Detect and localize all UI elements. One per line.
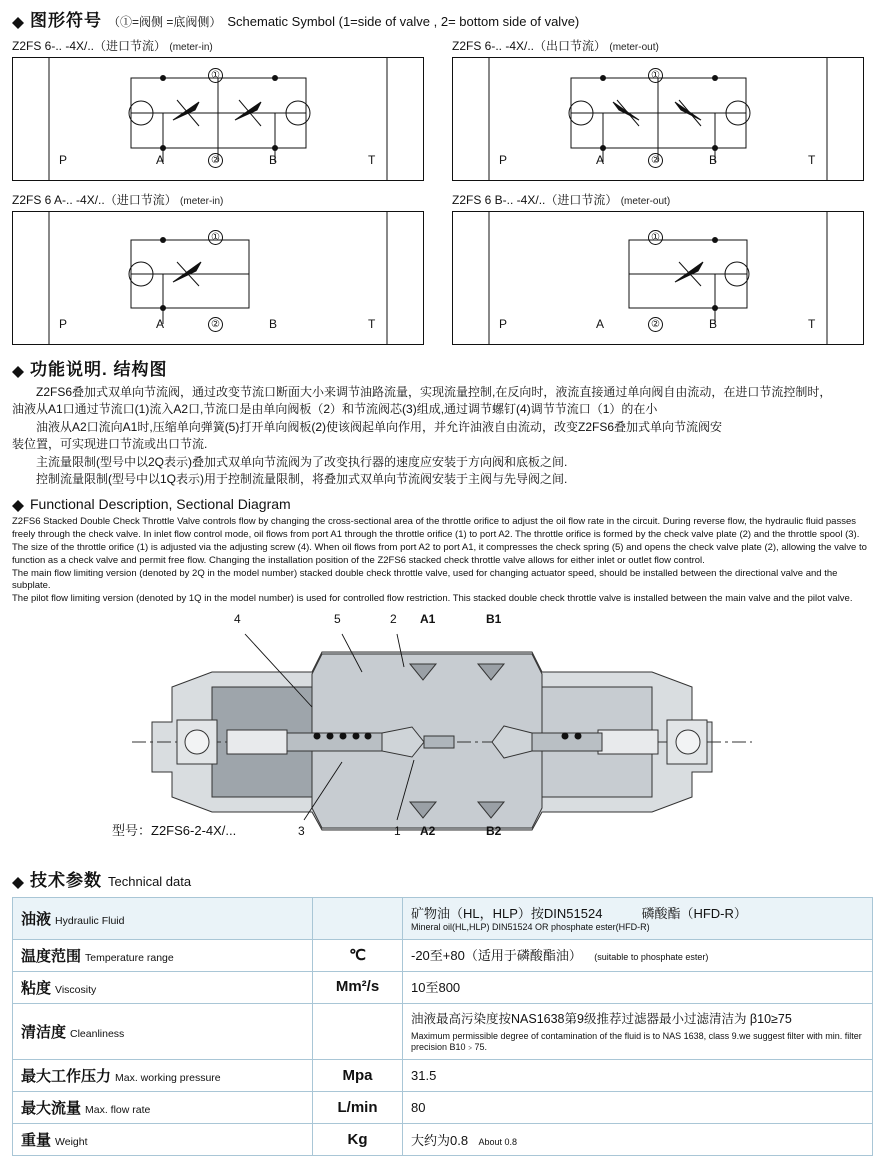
function-description-en bbox=[12, 516, 873, 606]
symbol-cell-4 bbox=[452, 191, 864, 345]
table-row bbox=[13, 1060, 873, 1092]
symbol-4-number-mid: ② bbox=[648, 317, 663, 332]
section-title-tech-cn: 技术参数 bbox=[30, 871, 102, 891]
symbol-3-port-a: A bbox=[156, 317, 165, 331]
technical-data-table bbox=[12, 897, 873, 1156]
row-unit-fluid bbox=[313, 898, 403, 940]
symbol-diagram-3 bbox=[12, 211, 424, 345]
symbol-cell-2 bbox=[452, 37, 864, 181]
callout-b2: B2 bbox=[486, 824, 502, 839]
row-value-max-flow: 80 bbox=[403, 1092, 873, 1124]
row-unit-max-pressure: Mpa bbox=[313, 1060, 403, 1092]
symbol-label-4: Z2FS 6 B-.. -4X/..（进口节流） (meter-out) bbox=[452, 193, 671, 207]
symbol-2-number-top: ① bbox=[648, 68, 663, 83]
section-header-tech bbox=[12, 866, 873, 891]
diamond-bullet-icon bbox=[12, 11, 24, 23]
symbol-label-1: Z2FS 6-.. -4X/..（进口节流） (meter-in) bbox=[12, 39, 213, 53]
datasheet-page bbox=[0, 6, 885, 1150]
section-title-function-cn: 功能说明. 结构图 bbox=[30, 360, 168, 379]
callout-3: 3 bbox=[298, 824, 305, 839]
symbol-2-port-b: B bbox=[709, 153, 718, 167]
section-title-symbol-cn: 图形符号 bbox=[30, 11, 102, 30]
row-name-cleanliness: 清洁度 Cleanliness bbox=[13, 1003, 313, 1059]
section-note-symbol: （①=阀侧 =底阀侧） bbox=[108, 15, 222, 29]
diamond-bullet-icon bbox=[12, 360, 24, 372]
symbol-4-port-p: P bbox=[499, 317, 508, 331]
symbol-3-number-top: ① bbox=[208, 230, 223, 245]
symbol-diagram-1 bbox=[12, 57, 424, 181]
callout-a1: A1 bbox=[420, 612, 436, 627]
symbol-1-port-b: B bbox=[269, 153, 278, 167]
symbol-cell-1 bbox=[12, 37, 424, 181]
symbol-1-port-p: P bbox=[59, 153, 68, 167]
callout-5: 5 bbox=[334, 612, 341, 627]
row-value-max-pressure: 31.5 bbox=[403, 1060, 873, 1092]
callout-2: 2 bbox=[390, 612, 397, 627]
function-en-line: The pilot flow limiting version (denoted by 1Q in the model number) is used for controlled flow restriction. This stacked double check throttle valve is installed between the main valve and the pilot valve. bbox=[12, 593, 853, 605]
function-en-line: The size of the throttle orifice (1) is adjusted via the adjusting screw (4). When oil flows from port A2 to port A1, it compresses the check spring (5) and opens the check valve plate (2), allowing the valve to bbox=[12, 541, 867, 553]
function-cn-line: 主流量限制(型号中以2Q表示)叠加式双单向节流阀为了改变执行器的速度应安装于方向阀和底板之间. bbox=[12, 454, 568, 469]
symbol-2-port-a: A bbox=[596, 153, 605, 167]
table-row bbox=[13, 1003, 873, 1059]
function-cn-line: 装位置，可实现进口节流或出口节流. bbox=[12, 437, 208, 452]
row-value-temperature: -20至+80（适用于磷酸酯油） (suitable to phosphate ester) bbox=[403, 939, 873, 971]
row-unit-cleanliness bbox=[313, 1003, 403, 1059]
callout-1: 1 bbox=[394, 824, 401, 839]
diamond-bullet-icon bbox=[12, 494, 24, 506]
function-cn-line: Z2FS6叠加式双单向节流阀，通过改变节流口断面大小来调节油路流量，实现流量控制,在反向时，液流直接通过单向阀自由流动，在进口节流控制时， bbox=[12, 385, 832, 399]
function-en-line: Z2FS6 Stacked Double Check Throttle Valve controls flow by changing the cross-sectional area of the throttle orifice to adjust the oil flow rate in the circuit. During reverse flow, the hydraulic fluid passes bbox=[12, 516, 856, 528]
table-row bbox=[13, 1124, 873, 1156]
row-unit-temperature: ℃ bbox=[313, 939, 403, 971]
section-header-symbol bbox=[12, 6, 873, 31]
symbol-1-port-t: T bbox=[368, 153, 376, 167]
row-value-weight: 大约为0.8 About 0.8 bbox=[403, 1124, 873, 1156]
section-header-function-en bbox=[12, 496, 873, 512]
symbol-cell-3 bbox=[12, 191, 424, 345]
callout-b1: B1 bbox=[486, 612, 502, 627]
callout-4: 4 bbox=[234, 612, 241, 627]
symbol-2-port-p: P bbox=[499, 153, 508, 167]
function-en-line: The main flow limiting version (denoted by 2Q in the model number) stacked double check throttle valve, used for changing actuator speed, should be installed between the directional valve and the subplate. bbox=[12, 567, 838, 592]
symbol-4-port-t: T bbox=[808, 317, 816, 331]
row-value-fluid: 矿物油（HL，HLP）按DIN51524 磷酸酯（HFD-R） Mineral oil(HL,HLP) DIN51524 OR phosphate ester(HFD-R) bbox=[403, 898, 873, 940]
symbol-row-1 bbox=[12, 37, 873, 181]
sectional-drawing-svg bbox=[12, 612, 873, 842]
symbol-2-number-mid: ② bbox=[648, 153, 663, 168]
row-value-cleanliness: 油液最高污染度按NAS1638第9级推荐过滤器最小过滤清洁为 β10≥75 Maximum permissible degree of contamination of the fluid is to NAS 1638, class 9.we suggest filter with min. filter precision B10﹥75. bbox=[403, 1003, 873, 1059]
row-name-viscosity: 粘度 Viscosity bbox=[13, 971, 313, 1003]
function-cn-line: 油液从A2口流向A1时,压缩单向弹簧(5)打开单向阀板(2)使该阀起单向作用，并允许油液自由流动，改变Z2FS6叠加式单向节流阀安 bbox=[12, 419, 723, 434]
function-cn-line: 油液从A1口通过节流口(1)流入A2口,节流口是由单向阀板（2）和节流阀芯(3)组成,通过调节螺钉(4)调节节流口（1）的在小 bbox=[12, 402, 658, 417]
section-title-function-en: Functional Description, Sectional Diagram bbox=[30, 496, 291, 513]
symbol-diagram-2 bbox=[452, 57, 864, 181]
row-name-max-pressure: 最大工作压力 Max. working pressure bbox=[13, 1060, 313, 1092]
row-unit-weight: Kg bbox=[313, 1124, 403, 1156]
row-value-viscosity: 10至800 bbox=[403, 971, 873, 1003]
table-row bbox=[13, 1092, 873, 1124]
symbol-3-port-t: T bbox=[368, 317, 376, 331]
symbol-2-port-t: T bbox=[808, 153, 816, 167]
diamond-bullet-icon bbox=[12, 871, 24, 883]
row-name-max-flow: 最大流量 Max. flow rate bbox=[13, 1092, 313, 1124]
row-name-weight: 重量 Weight bbox=[13, 1124, 313, 1156]
row-unit-viscosity: Mm²/s bbox=[313, 971, 403, 1003]
function-cn-line: 控制流量限制(型号中以1Q表示)用于控制流量限制，将叠加式双单向节流阀安装于主阀与先导阀之间. bbox=[12, 471, 568, 486]
symbol-1-number-top: ① bbox=[208, 68, 223, 83]
section-title-symbol-en: Schematic Symbol (1=side of valve , 2= bottom side of valve) bbox=[227, 14, 580, 29]
row-name-fluid: 油液 Hydraulic Fluid bbox=[13, 898, 313, 940]
table-row bbox=[13, 898, 873, 940]
function-description-cn bbox=[12, 384, 873, 488]
symbol-label-3: Z2FS 6 A-.. -4X/..（进口节流） (meter-in) bbox=[12, 193, 224, 207]
symbol-3-number-mid: ② bbox=[208, 317, 223, 332]
symbol-1-number-mid: ② bbox=[208, 153, 223, 168]
callout-a2: A2 bbox=[420, 824, 436, 839]
symbol-3-port-p: P bbox=[59, 317, 68, 331]
function-en-line: function as a check valve and permit free flow. Changing the installation position of the Z2FS6 stacked check throttle valve allows for either inlet or outlet flow control. bbox=[12, 554, 705, 566]
symbol-4-number-top: ① bbox=[648, 230, 663, 245]
symbol-diagram-4 bbox=[452, 211, 864, 345]
row-name-temperature: 温度范围 Temperature range bbox=[13, 939, 313, 971]
symbol-label-2: Z2FS 6-.. -4X/..（出口节流） (meter-out) bbox=[452, 39, 659, 53]
sectional-diagram bbox=[12, 612, 873, 864]
section-header-function-cn bbox=[12, 355, 873, 380]
symbol-4-port-b: B bbox=[709, 317, 718, 331]
symbol-3-port-b: B bbox=[269, 317, 278, 331]
symbol-4-port-a: A bbox=[596, 317, 605, 331]
section-title-tech-en: Technical data bbox=[108, 874, 192, 890]
symbol-row-2 bbox=[12, 191, 873, 345]
table-row bbox=[13, 939, 873, 971]
function-en-line: freely through the check valve. In inlet flow control mode, oil flows from port A1 through the throttle orifice (1) to port A2. The throttle orifice is formed by the check valve plate (2) and the throttle spool (3). bbox=[12, 529, 860, 541]
symbol-1-port-a: A bbox=[156, 153, 165, 167]
row-unit-max-flow: L/min bbox=[313, 1092, 403, 1124]
table-row bbox=[13, 971, 873, 1003]
model-number-label: 型号：Z2FS6-2-4X/... bbox=[112, 823, 237, 839]
